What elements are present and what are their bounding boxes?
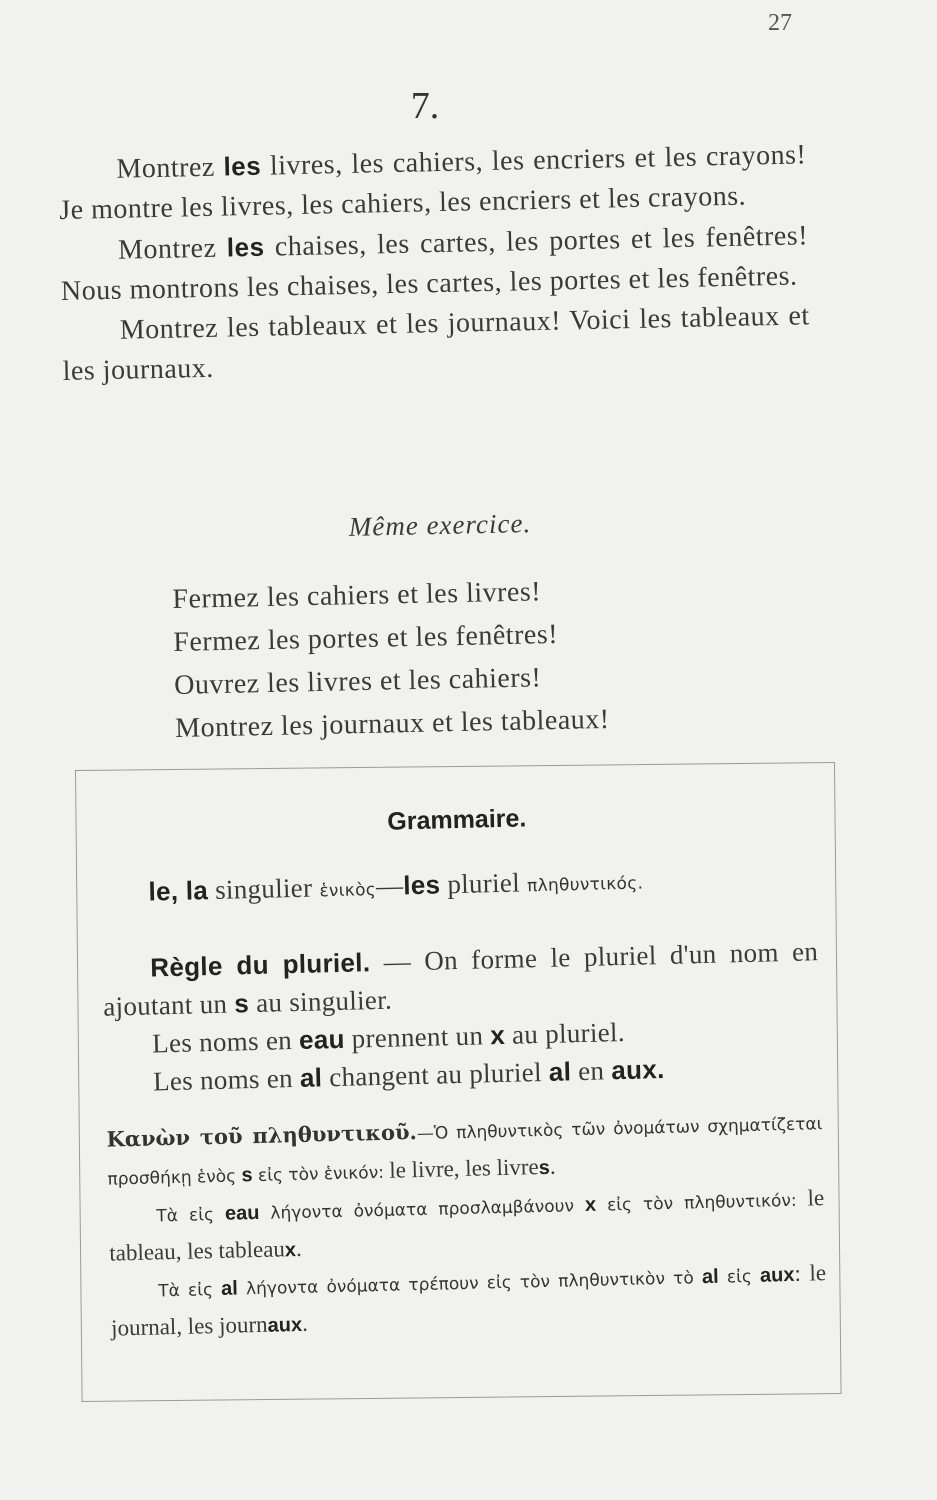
dash: — xyxy=(375,870,404,901)
text-segment: livres, les cahiers, les encriers et les crayons! Je montre les livres, les cahiers, les encriers et les crayons. xyxy=(58,139,807,226)
exercise-line: Ouvrez les livres et les cahiers! xyxy=(173,662,542,701)
exercise-lines xyxy=(172,565,775,750)
punctuation: . xyxy=(301,1310,309,1336)
bold-ending: aux xyxy=(267,1313,303,1337)
bold-suffix: al xyxy=(548,1056,572,1087)
bold-article: les xyxy=(226,231,265,263)
text-segment: changent au pluriel xyxy=(321,1056,550,1093)
text-segment: Les noms en xyxy=(151,1024,300,1059)
greek-rules xyxy=(106,1104,827,1347)
singular-plural-line xyxy=(148,856,817,914)
singular-greek: ἑνικὸς xyxy=(319,880,377,902)
plural-article: les xyxy=(402,869,441,901)
greek-text: Τὰ εἰς xyxy=(156,1204,226,1227)
text-segment: Montrez xyxy=(117,232,228,266)
bold-ending: x xyxy=(284,1239,297,1262)
bold-letter: s xyxy=(233,988,250,1019)
example: le livre, les livre xyxy=(388,1154,539,1183)
plural-greek: πληθυντικός. xyxy=(526,873,644,897)
articles: le, la xyxy=(148,875,209,907)
plural-label: pluriel xyxy=(439,867,528,900)
greek-text: λήγοντα ὀνόματα τρέπουν εἰς τὸν πληθυντικὸν τὸ xyxy=(237,1268,703,1300)
bold-letter: x xyxy=(584,1193,597,1216)
example: le journal, les journ xyxy=(110,1260,827,1341)
rule-title: Règle du pluriel. xyxy=(149,947,371,983)
paragraph-3: Montrez les tableaux et les journaux! Voici les tableaux et les journaux. xyxy=(62,300,810,387)
greek-text: Τὰ εἰς xyxy=(158,1279,222,1302)
punctuation: . xyxy=(549,1153,556,1179)
text-segment: Montrez xyxy=(116,151,224,185)
singular-label: singulier xyxy=(207,872,320,906)
bold-suffix: al xyxy=(299,1062,323,1093)
grammar-title: Grammaire. xyxy=(387,804,527,836)
exercise-line: Montrez les journaux et les tableaux! xyxy=(174,703,610,744)
text-segment: en xyxy=(570,1055,612,1087)
grammar-content xyxy=(98,789,827,1347)
greek-text: εἰς τὸν ἑνικόν: xyxy=(252,1162,390,1187)
greek-text: —Ὁ πληθυντικὸς τῶν ὀνομάτων σχηματίζεται προσθήκῃ ἑνὸς xyxy=(107,1114,823,1190)
text-segment: au pluriel. xyxy=(504,1016,626,1050)
greek-text: λήγοντα ὀνόματα προσλαμβάνουν xyxy=(259,1195,586,1224)
page-number: 27 xyxy=(768,10,792,36)
text-segment: chaises, les cartes, les portes et les fenêtres! Nous montrons les chaises, les cartes, les portes et les fenêtres. xyxy=(60,220,809,307)
bold-letter: x xyxy=(489,1019,506,1051)
bold-suffix: al xyxy=(701,1265,719,1289)
exercise-line: Fermez les portes et les fenêtres! xyxy=(173,618,559,658)
bold-suffix: aux. xyxy=(610,1054,665,1086)
bold-ending: s xyxy=(538,1156,551,1180)
bold-suffix: al xyxy=(220,1277,239,1300)
greek-text: εἰς xyxy=(718,1266,761,1288)
exercise-line: Fermez les cahiers et les livres! xyxy=(172,576,542,615)
example: le tableau, les tableau xyxy=(108,1185,825,1266)
exercise-title: Même exercice. xyxy=(348,508,532,542)
paragraph-1 xyxy=(58,134,808,231)
greek-text: εἰς τὸν πληθυντικόν: xyxy=(595,1190,808,1216)
bold-suffix: aux xyxy=(759,1263,795,1287)
punctuation: : xyxy=(794,1260,810,1286)
bold-suffix: eau xyxy=(224,1201,260,1225)
bold-letter: s xyxy=(241,1164,253,1187)
greek-rule-title: Κανὼν τοῦ πληθυντικοῦ. xyxy=(106,1119,418,1152)
grammar-box xyxy=(75,762,842,1402)
bold-article: les xyxy=(223,150,262,182)
bold-suffix: eau xyxy=(298,1023,346,1055)
text-segment: — On forme le pluriel d'un nom en ajoutant un xyxy=(102,936,819,1022)
lesson-text xyxy=(58,134,811,392)
text-segment: Les noms en xyxy=(152,1062,301,1097)
text-segment: au singulier. xyxy=(248,984,393,1019)
paragraph-2 xyxy=(60,215,810,312)
lesson-number: 7. xyxy=(410,85,440,127)
greek-rule-al xyxy=(110,1255,828,1347)
punctuation: . xyxy=(295,1235,303,1262)
text-segment: prennent un xyxy=(344,1020,491,1054)
